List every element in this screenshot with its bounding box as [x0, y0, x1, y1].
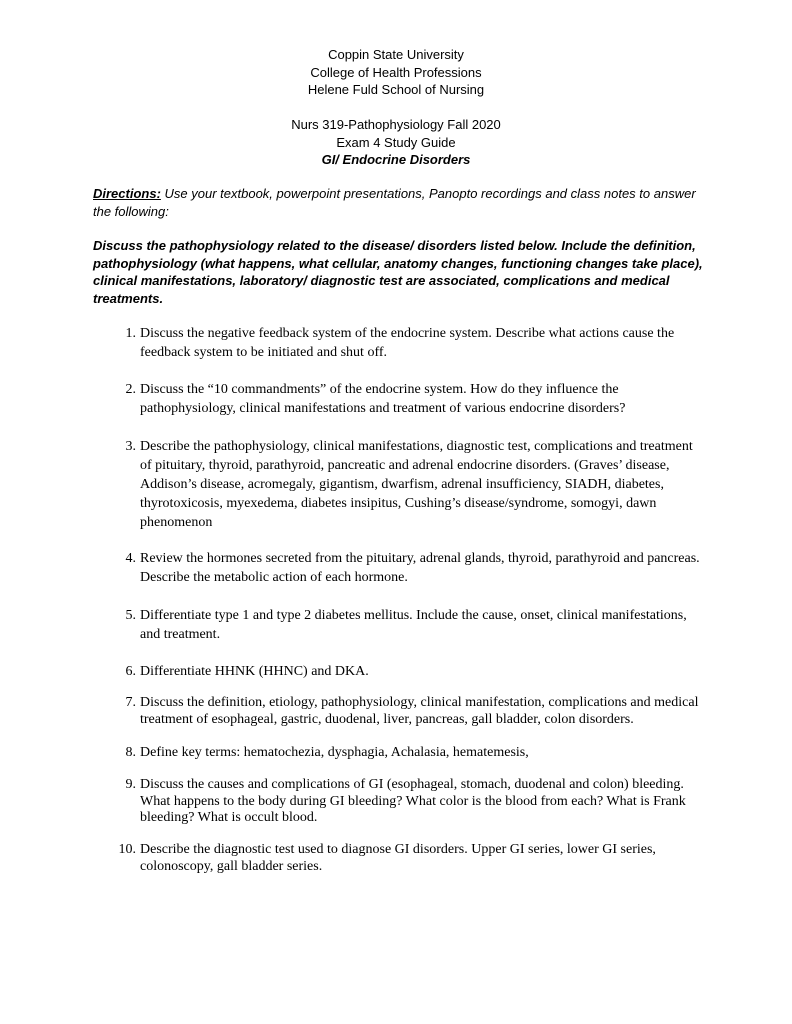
- question-number: 10.: [118, 842, 136, 857]
- question-text: Describe the pathophysiology, clinical manifestations, diagnostic test, complications and treatment of pituitary, thyroid, parathyroid, pancreatic and adrenal endocrine disorders. (Graves’ disease, Addison’s disease, acromegaly, gigantism, dwarfism, adrenal insufficiency, SIADH, diabetes, thyrotoxicosis, myexedema, diabetes insipitus, Cushing’s disease/syndrome, somogyi, dawn phenomenon: [140, 439, 693, 530]
- institution-header: [0, 46, 792, 99]
- question-text: Discuss the negative feedback system of the endocrine system. Describe what actions cause the feedback system to be initiated and shut off.: [140, 326, 675, 360]
- question-number: 6.: [125, 664, 136, 679]
- directions-text: Use your textbook, powerpoint presentations, Panopto recordings and class notes to answer the following:: [93, 186, 696, 219]
- college-name: College of Health Professions: [310, 64, 482, 80]
- question-text: Discuss the “10 commandments” of the endocrine system. How do they influence the pathophysiology, clinical manifestations and treatment of various endocrine disorders?: [140, 382, 626, 416]
- directions-paragraph: [93, 185, 705, 220]
- directions-label: Directions:: [93, 186, 161, 201]
- guide-title: Exam 4 Study Guide: [336, 134, 456, 150]
- question-text: Discuss the causes and complications of GI (esophageal, stomach, duodenal and colon) bleeding. What happens to the body during GI bleeding? What color is the blood from each? What is Frank bleeding? What is occult blood.: [140, 777, 686, 825]
- question-number: 4.: [125, 551, 136, 566]
- question-text: Differentiate type 1 and type 2 diabetes mellitus. Include the cause, onset, clinical manifestations, and treatment.: [140, 608, 687, 642]
- question-text: Review the hormones secreted from the pituitary, adrenal glands, thyroid, parathyroid and pancreas. Describe the metabolic action of each hormone.: [140, 551, 700, 585]
- course-title: Nurs 319-Pathophysiology Fall 2020: [291, 117, 501, 132]
- question-number: 5.: [125, 608, 136, 623]
- question-number: 2.: [125, 382, 136, 397]
- question-number: 9.: [125, 777, 136, 792]
- course-header: [0, 116, 792, 169]
- university-name: Coppin State University: [328, 47, 464, 62]
- school-name: Helene Fuld School of Nursing: [307, 82, 485, 97]
- question-number: 3.: [125, 439, 136, 454]
- question-number: 8.: [125, 745, 136, 760]
- question-number: 1.: [125, 326, 136, 341]
- question-text: Define key terms: hematochezia, dysphagia, Achalasia, hematemesis,: [140, 745, 529, 760]
- topic-title: GI/ Endocrine Disorders: [321, 152, 471, 167]
- question-text: Describe the diagnostic test used to diagnose GI disorders. Upper GI series, lower GI series, colonoscopy, gall bladder series.: [140, 842, 656, 874]
- instructions-paragraph: Discuss the pathophysiology related to the disease/ disorders listed below. Include the definition, pathophysiology (what happens, what cellular, anatomy changes, functioning changes take place), clinical manifestations, laboratory/ diagnostic test are associated, complications and medical treatments.: [93, 238, 703, 306]
- question-text: Discuss the definition, etiology, pathophysiology, clinical manifestation, complications and medical treatment of esophageal, gastric, duodenal, liver, pancreas, gall bladder, colon disorders.: [140, 695, 699, 727]
- question-text: Differentiate HHNK (HHNC) and DKA.: [140, 664, 369, 679]
- question-number: 7.: [125, 695, 136, 710]
